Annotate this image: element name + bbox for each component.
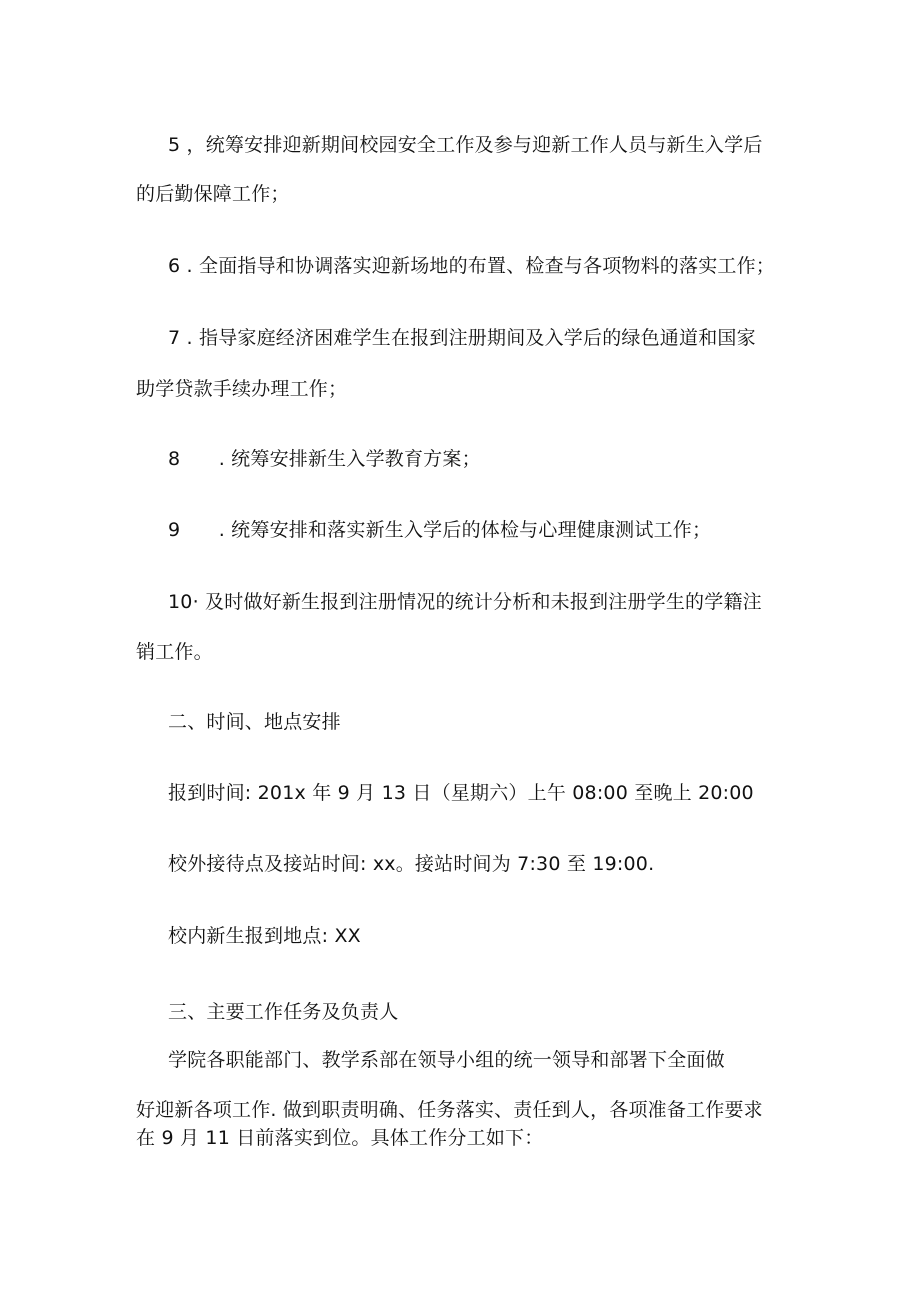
item-9-line-1: 9 . 统筹安排和落实新生入学后的体检与心理健康测试工作； <box>168 519 712 541</box>
section-3-heading: 三、主要工作任务及负责人 <box>168 1001 399 1023</box>
item-5-line-1: 5 ，统筹安排迎新期间校园安全工作及参与迎新工作人员与新生入学后 <box>168 134 763 156</box>
item-10-line-1: 10· 及时做好新生报到注册情况的统计分析和未报到注册学生的学籍注 <box>168 591 762 613</box>
item-8-line-1: 8 . 统筹安排新生入学教育方案； <box>168 448 481 470</box>
campus-location: 校内新生报到地点: XX <box>168 925 361 947</box>
item-10-line-2: 销工作。 <box>136 641 213 663</box>
item-5-line-2: 的后勤保障工作； <box>136 183 290 205</box>
section-3-paragraph-line-1: 学院各职能部门、教学系部在领导小组的统一领导和部署下全面做 <box>168 1049 725 1071</box>
station-time: 校外接待点及接站时间: xx。接站时间为 7:30 至 19:00. <box>168 853 655 875</box>
item-7-line-1: 7 . 指导家庭经济困难学生在报到注册期间及入学后的绿色通道和国家 <box>168 327 756 349</box>
section-3-paragraph-line-3: 在 9 月 11 日前落实到位。具体工作分工如下： <box>136 1127 544 1149</box>
item-7-line-2: 助学贷款手续办理工作； <box>136 378 348 400</box>
report-time: 报到时间: 201x 年 9 月 13 日（星期六）上午 08:00 至晚上 20:00 <box>168 782 754 804</box>
item-6-line-1: 6 . 全面指导和协调落实迎新场地的布置、检查与各项物料的落实工作； <box>168 255 776 277</box>
section-3-paragraph-line-2: 好迎新各项工作. 做到职责明确、任务落实、责任到人，各项准备工作要求 <box>136 1099 763 1121</box>
section-2-heading: 二、时间、地点安排 <box>168 711 341 733</box>
